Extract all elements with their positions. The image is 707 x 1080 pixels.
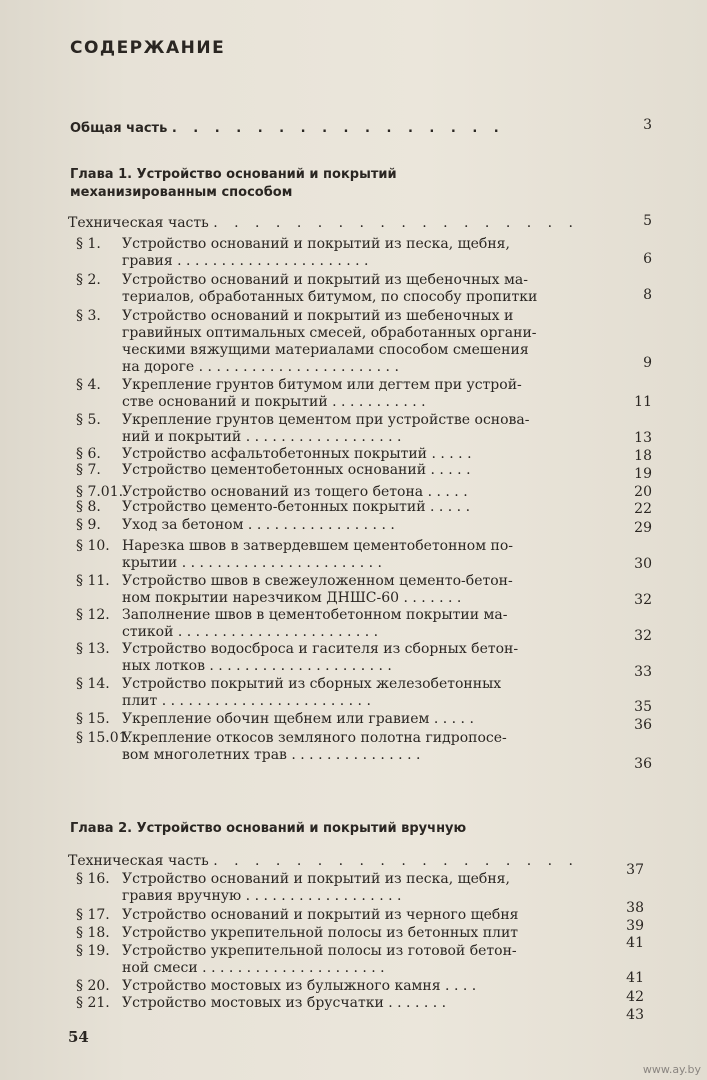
- section-number: § 4.: [76, 377, 101, 393]
- section-title-line: Устройство укрепительной полосы из бетонных плит: [122, 925, 519, 941]
- section-number: § 6.: [76, 446, 101, 462]
- section-title-line: Устройство оснований и покрытий из шебеночных и: [122, 308, 514, 324]
- section-title-line: ческими вяжущими материалами способом смешения: [122, 342, 529, 358]
- section-title-line: Уход за бетоном . . . . . . . . . . . . . . . . .: [122, 517, 395, 533]
- section-number: § 13.: [76, 641, 110, 657]
- chapter-2-tech-dots: . . . . . . . . . . . . . . . . . .: [213, 853, 579, 869]
- section-title-line: Устройство оснований и покрытий из черного щебня: [122, 907, 519, 923]
- section-title: [122, 462, 471, 479]
- chapter-2-title: Глава 2. Устройство оснований и покрытий вручную: [70, 821, 467, 836]
- section-title: [122, 573, 513, 607]
- chapter-1-entry-12: [76, 573, 513, 607]
- section-page-number: 36: [634, 717, 652, 733]
- chapter-1-entry-14: [76, 641, 518, 675]
- section-page-number: 13: [634, 430, 652, 446]
- section-page-number: 35: [634, 699, 652, 715]
- chapter-1-entry-3: [76, 308, 537, 376]
- section-number: § 17.: [76, 907, 110, 923]
- chapter-1-title: [70, 166, 397, 202]
- section-title-line: ном покрытии нарезчиком ДНШС-60 . . . . . . .: [122, 590, 462, 606]
- chapter-2-tech-label: Техническая часть: [68, 853, 209, 869]
- chapter-1-entry-6: [76, 446, 472, 463]
- general-part-page: 3: [643, 117, 652, 133]
- section-page-number: 18: [634, 448, 652, 464]
- section-title: [122, 446, 472, 463]
- section-title: [122, 943, 517, 977]
- section-title-line: Устройство цементобетонных оснований . . . . .: [122, 462, 471, 478]
- section-title-line: Укрепление грунтов битумом или дегтем при устрой-: [122, 377, 522, 393]
- section-title-line: Устройство оснований из тощего бетона . . . . .: [122, 484, 468, 500]
- section-title-line: Нарезка швов в затвердевшем цементобетонном по-: [122, 538, 514, 554]
- section-number: § 15.: [76, 711, 110, 727]
- section-number: § 9.: [76, 517, 101, 533]
- chapter-1-entry-5: [76, 412, 530, 446]
- section-number: § 21.: [76, 995, 110, 1011]
- section-title: [122, 517, 395, 534]
- section-title-line: Устройство укрепительной полосы из готовой бетон-: [122, 943, 517, 959]
- section-number: § 14.: [76, 676, 110, 692]
- chapter-1-entry-2: [76, 272, 537, 306]
- section-title-line: териалов, обработанных битумом, по способу пропитки: [122, 289, 538, 305]
- section-title-line: ний и покрытий . . . . . . . . . . . . . . . . . .: [122, 429, 402, 445]
- chapter-2-entry-1: [76, 871, 510, 905]
- section-number: § 16.: [76, 871, 110, 887]
- section-title-line: Устройство мостовых из булыжного камня . . . .: [122, 978, 477, 994]
- section-number: § 11.: [76, 573, 110, 589]
- section-page-number: 8: [643, 287, 652, 303]
- section-title-line: Устройство цементо-бетонных покрытий . . . . .: [122, 499, 471, 515]
- chapter-1-entry-13: [76, 607, 507, 641]
- chapter-1-entry-9: [76, 499, 470, 516]
- section-title: [122, 978, 476, 995]
- section-page-number: 11: [634, 394, 652, 410]
- section-number: § 7.01.: [76, 484, 124, 500]
- chapter-2-tech-page: 37: [626, 862, 644, 878]
- section-title-line: Устройство мостовых из брусчатки . . . . . . .: [122, 995, 447, 1011]
- section-page-number: 29: [634, 520, 652, 536]
- section-title-line: Устройство швов в свежеуложенном цементо-бетон-: [122, 573, 513, 589]
- section-title: [122, 308, 537, 376]
- section-number: § 20.: [76, 978, 110, 994]
- section-number: § 8.: [76, 499, 101, 515]
- chapter-1-tech-part: [68, 215, 579, 232]
- section-page-number: 19: [634, 466, 652, 482]
- section-title-line: Заполнение швов в цементобетонном покрытии ма-: [122, 607, 508, 623]
- section-page-number: 22: [634, 501, 652, 517]
- section-title-line: на дороге . . . . . . . . . . . . . . . . . . . . . . .: [122, 359, 399, 375]
- chapter-1-entry-7: [76, 462, 471, 479]
- section-title-line: крытии . . . . . . . . . . . . . . . . . . . . . . .: [122, 555, 382, 571]
- section-title: [122, 538, 513, 572]
- section-number: § 7.: [76, 462, 101, 478]
- chapter-1-tech-label: Техническая часть: [68, 215, 209, 231]
- section-title-line: ной смеси . . . . . . . . . . . . . . . . . . . . .: [122, 960, 385, 976]
- section-page-number: 41: [626, 935, 644, 951]
- section-title-line: Укрепление откосов земляного полотна гидропосе-: [122, 730, 507, 746]
- chapter-2-tech-part: [68, 853, 579, 870]
- section-title: [122, 499, 470, 516]
- section-title-line: вом многолетних трав . . . . . . . . . . . . . . .: [122, 747, 421, 763]
- section-title: [122, 925, 518, 942]
- section-number: § 5.: [76, 412, 101, 428]
- section-title: [122, 711, 474, 728]
- section-title-line: Укрепление грунтов цементом при устройстве основа-: [122, 412, 530, 428]
- section-title: [122, 995, 446, 1012]
- chapter-1-entry-4: [76, 377, 522, 411]
- section-number: § 12.: [76, 607, 110, 623]
- section-title-line: стикой . . . . . . . . . . . . . . . . . . . . . . .: [122, 624, 379, 640]
- chapter-2-entry-5: [76, 978, 476, 995]
- section-title: [122, 607, 507, 641]
- section-number: § 19.: [76, 943, 110, 959]
- section-title-line: гравийных оптимальных смесей, обработанных органи-: [122, 325, 537, 341]
- section-page-number: 30: [634, 556, 652, 572]
- section-page-number: 41: [626, 970, 644, 986]
- section-title-line: гравия . . . . . . . . . . . . . . . . . . . . . .: [122, 253, 369, 269]
- chapter-1-title-line-1: Глава 1. Устройство оснований и покрытий: [70, 167, 397, 182]
- chapter-1-entry-17: [76, 730, 507, 764]
- section-title: [122, 676, 501, 710]
- section-number: § 2.: [76, 272, 101, 288]
- section-title-line: Устройство оснований и покрытий из песка, щебня,: [122, 236, 510, 252]
- chapter-2-entry-4: [76, 943, 517, 977]
- chapter-1-tech-page: 5: [643, 213, 652, 229]
- page-heading: СОДЕРЖАНИЕ: [70, 38, 226, 58]
- section-title: [122, 730, 507, 764]
- section-title-line: ных лотков . . . . . . . . . . . . . . . . . . . . .: [122, 658, 392, 674]
- chapter-2-entry-3: [76, 925, 518, 942]
- section-title-line: Устройство покрытий из сборных железобетонных: [122, 676, 502, 692]
- section-page-number: 32: [634, 628, 652, 644]
- section-title-line: гравия вручную . . . . . . . . . . . . . . . . . .: [122, 888, 402, 904]
- chapter-1-title-line-2: механизированным способом: [70, 185, 293, 200]
- chapter-2-entry-6: [76, 995, 446, 1012]
- chapter-1-entry-15: [76, 676, 501, 710]
- section-page-number: 39: [626, 918, 644, 934]
- section-page-number: 38: [626, 900, 644, 916]
- section-title-line: Устройство водосброса и гасителя из сборных бетон-: [122, 641, 519, 657]
- chapter-1-tech-dots: . . . . . . . . . . . . . . . . . .: [213, 215, 579, 231]
- section-page-number: 20: [634, 484, 652, 500]
- section-title: [122, 272, 537, 306]
- section-page-number: 32: [634, 592, 652, 608]
- section-page-number: 9: [643, 355, 652, 371]
- section-title-line: Устройство оснований и покрытий из щебеночных ма-: [122, 272, 528, 288]
- section-page-number: 33: [634, 664, 652, 680]
- section-number: § 15.01.: [76, 730, 132, 746]
- general-part-label: Общая часть: [70, 121, 168, 136]
- section-title: [122, 377, 522, 411]
- section-title: [122, 236, 510, 270]
- section-title: [122, 907, 519, 924]
- chapter-2-entry-2: [76, 907, 519, 924]
- chapter-1-entry-16: [76, 711, 474, 728]
- section-page-number: 36: [634, 756, 652, 772]
- section-page-number: 42: [626, 989, 644, 1005]
- chapter-1-entry-10: [76, 517, 395, 534]
- section-number: § 18.: [76, 925, 110, 941]
- page-number: 54: [68, 1028, 89, 1046]
- section-title: [122, 641, 518, 675]
- section-page-number: 43: [626, 1007, 644, 1023]
- general-part-dots: . . . . . . . . . . . . . . . .: [171, 121, 505, 136]
- section-title-line: Устройство асфальтобетонных покрытий . . . . .: [122, 446, 472, 462]
- section-title-line: стве оснований и покрытий . . . . . . . . . . .: [122, 394, 426, 410]
- section-title: [122, 412, 530, 446]
- section-number: § 10.: [76, 538, 110, 554]
- watermark: www.ay.by: [642, 1063, 701, 1076]
- section-page-number: 6: [643, 251, 652, 267]
- section-title-line: плит . . . . . . . . . . . . . . . . . . . . . . . .: [122, 693, 371, 709]
- section-number: § 3.: [76, 308, 101, 324]
- chapter-1-entry-11: [76, 538, 513, 572]
- section-title-line: Укрепление обочин щебнем или гравием . . . . .: [122, 711, 474, 727]
- chapter-1-entry-1: [76, 236, 510, 270]
- section-title: [122, 871, 510, 905]
- section-title-line: Устройство оснований и покрытий из песка, щебня,: [122, 871, 510, 887]
- general-part-entry: [70, 121, 505, 136]
- section-number: § 1.: [76, 236, 101, 252]
